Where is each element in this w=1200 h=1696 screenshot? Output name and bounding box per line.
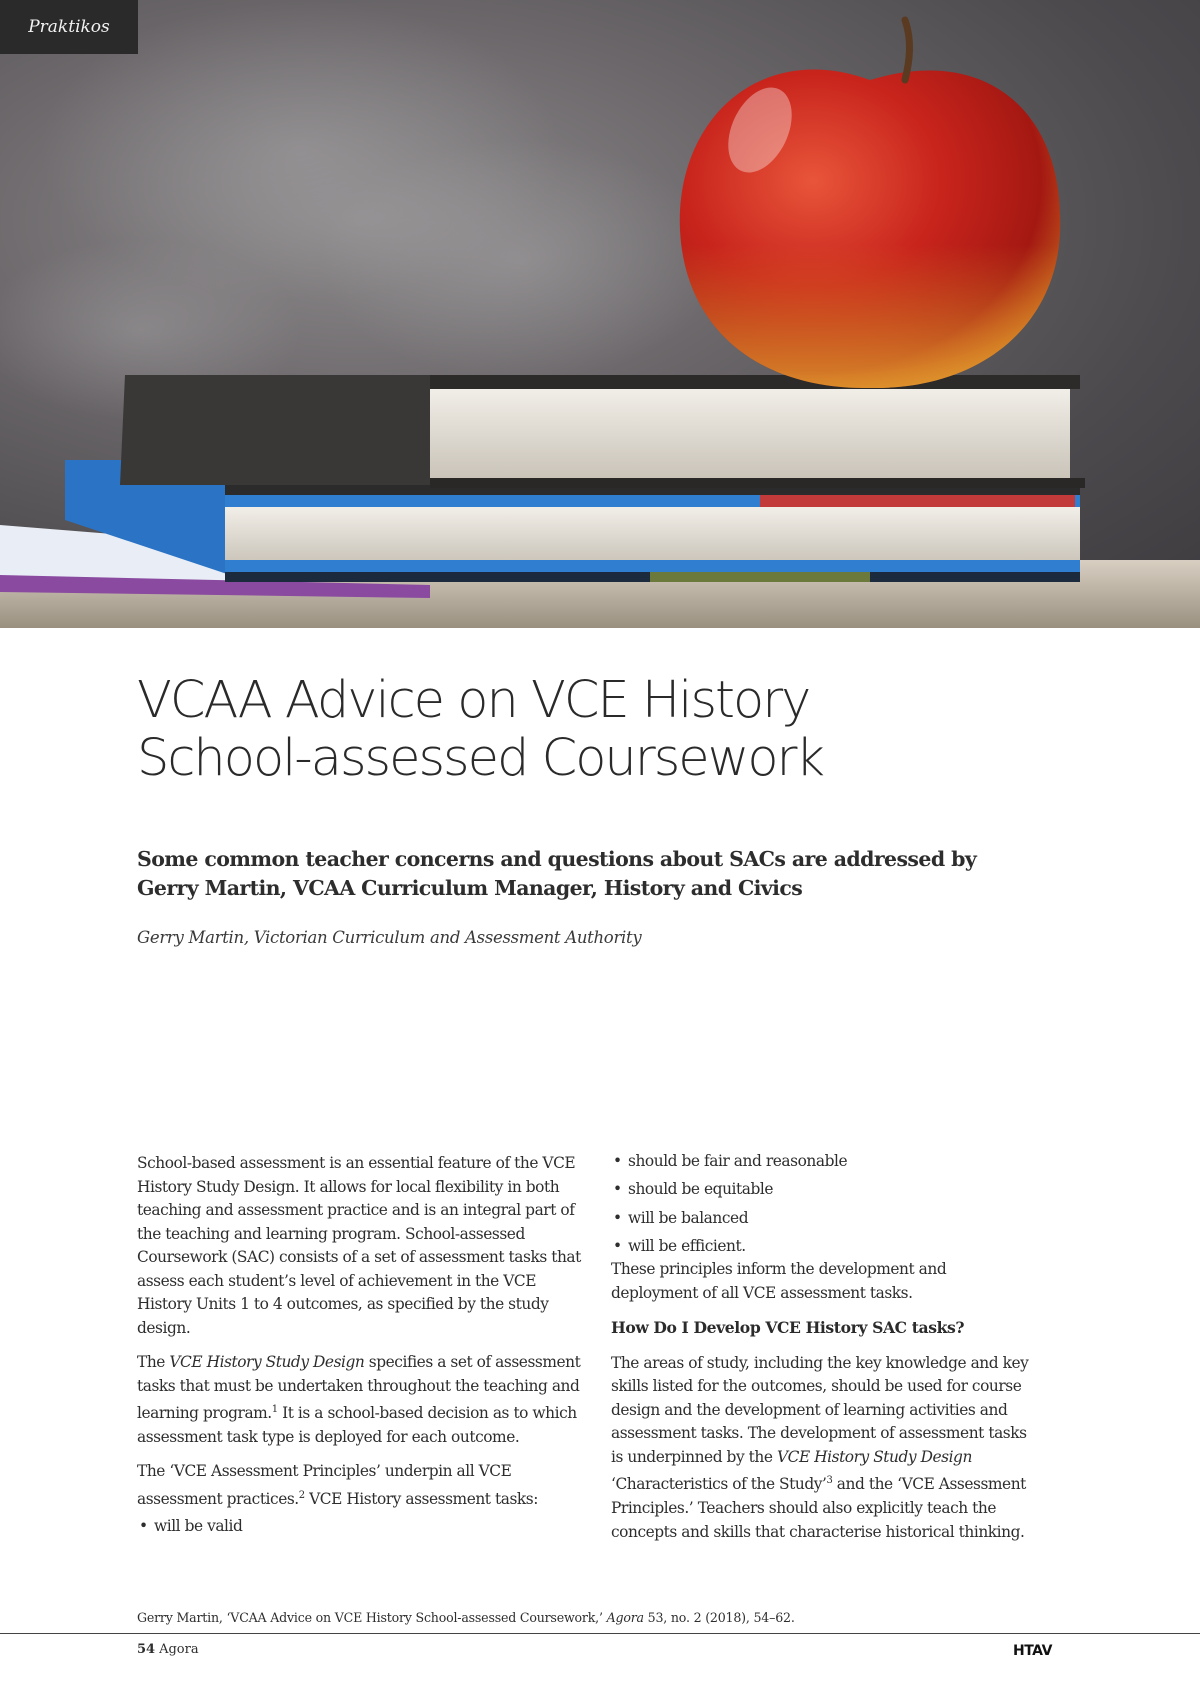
left-column: [137, 1152, 583, 1544]
left-para-3: [137, 1460, 583, 1511]
footnote-ref[interactable]: 1: [271, 1404, 278, 1415]
left-para-2: [137, 1351, 583, 1449]
list-item: [137, 1515, 583, 1539]
list-item-text: will be balanced: [628, 1208, 749, 1227]
text-run: specifies a set of assessment tasks that must be undertaken throughout the teaching and learning program.: [137, 1353, 581, 1423]
list-item: [611, 1150, 1035, 1174]
bullet-icon: •: [613, 1180, 622, 1199]
page-number: 54: [137, 1642, 156, 1657]
study-design-title: VCE History Study Design: [776, 1447, 972, 1466]
list-item: [611, 1178, 1035, 1202]
left-para-1: School-based assessment is an essential feature of the VCE History Study Design. It allows for local flexibility in both teaching and assessment practice and is an integral part of the teaching and learning program. School-assessed Coursework (SAC) consists of a set of assessment tasks that assess each student’s level of achievement in the VCE History Units 1 to 4 outcomes, as specified by the study design.: [137, 1154, 581, 1337]
study-design-title: VCE History Study Design: [169, 1353, 365, 1371]
htav-logo: HTAV: [1013, 1643, 1052, 1659]
byline: Gerry Martin, Victorian Curriculum and Assessment Authority: [137, 928, 642, 947]
list-item-text: will be efficient.: [628, 1236, 746, 1255]
text-run: The ‘VCE Assessment Principles’ underpin all VCE assessment practices.: [137, 1462, 512, 1508]
right-para-2: [611, 1352, 1035, 1544]
hero-photo: [0, 0, 1200, 628]
text-run: It is a school-based decision as to which assessment task type is deployed for each outcome.: [137, 1404, 577, 1446]
standfirst: Some common teacher concerns and questions about SACs are addressed by Gerry Martin, VCAA Curriculum Manager, History and Civics: [137, 847, 977, 900]
journal-name: Agora: [606, 1610, 644, 1625]
text-run: and the ‘VCE Assessment Principles.’ Teachers should also explicitly teach the concepts and skills that characterise historical thinking.: [611, 1475, 1026, 1541]
list-item-text: should be fair and reasonable: [628, 1152, 848, 1170]
list-item: [611, 1207, 1035, 1231]
principles-list: [137, 1515, 583, 1539]
citation: [137, 1610, 795, 1625]
publication-name: Agora: [159, 1642, 199, 1657]
title-line-2: School-assessed Coursework: [137, 729, 824, 788]
footer-divider: [0, 1633, 1200, 1634]
list-item-text: will be valid: [154, 1517, 243, 1536]
text-run: 53, no. 2 (2018), 54–62.: [643, 1610, 795, 1625]
bullet-icon: •: [613, 1152, 622, 1170]
text-run: The areas of study, including the key knowledge and key skills listed for the outcomes, should be used for course design and the development of learning activities and assessment tasks. The development of assessment tasks is underpinned by the: [611, 1353, 1029, 1466]
list-item-text: should be equitable: [628, 1180, 773, 1199]
apple-on-books-illustration: [0, 0, 1200, 628]
text-run: Gerry Martin, ‘VCAA Advice on VCE History School-assessed Coursework,’: [137, 1610, 607, 1625]
page-folio: [137, 1642, 199, 1657]
bullet-icon: •: [139, 1517, 148, 1536]
text-run: The: [137, 1353, 170, 1371]
right-column: [611, 1150, 1035, 1555]
list-item: [611, 1235, 1035, 1259]
text-run: VCE History assessment tasks:: [304, 1489, 538, 1508]
right-para-1: These principles inform the development and deployment of all VCE assessment tasks.: [611, 1260, 947, 1302]
section-tag: Praktikos: [0, 0, 138, 54]
section-heading: How Do I Develop VCE History SAC tasks?: [611, 1318, 965, 1338]
principles-list-continued: [611, 1150, 1035, 1258]
page-title: [137, 672, 1037, 788]
text-run: ‘Characteristics of the Study’: [611, 1475, 827, 1494]
footnote-ref[interactable]: 2: [298, 1489, 305, 1501]
title-line-1: VCAA Advice on VCE History: [137, 671, 810, 730]
bullet-icon: •: [613, 1236, 622, 1255]
footnote-ref[interactable]: 3: [826, 1475, 833, 1487]
bullet-icon: •: [613, 1208, 622, 1227]
